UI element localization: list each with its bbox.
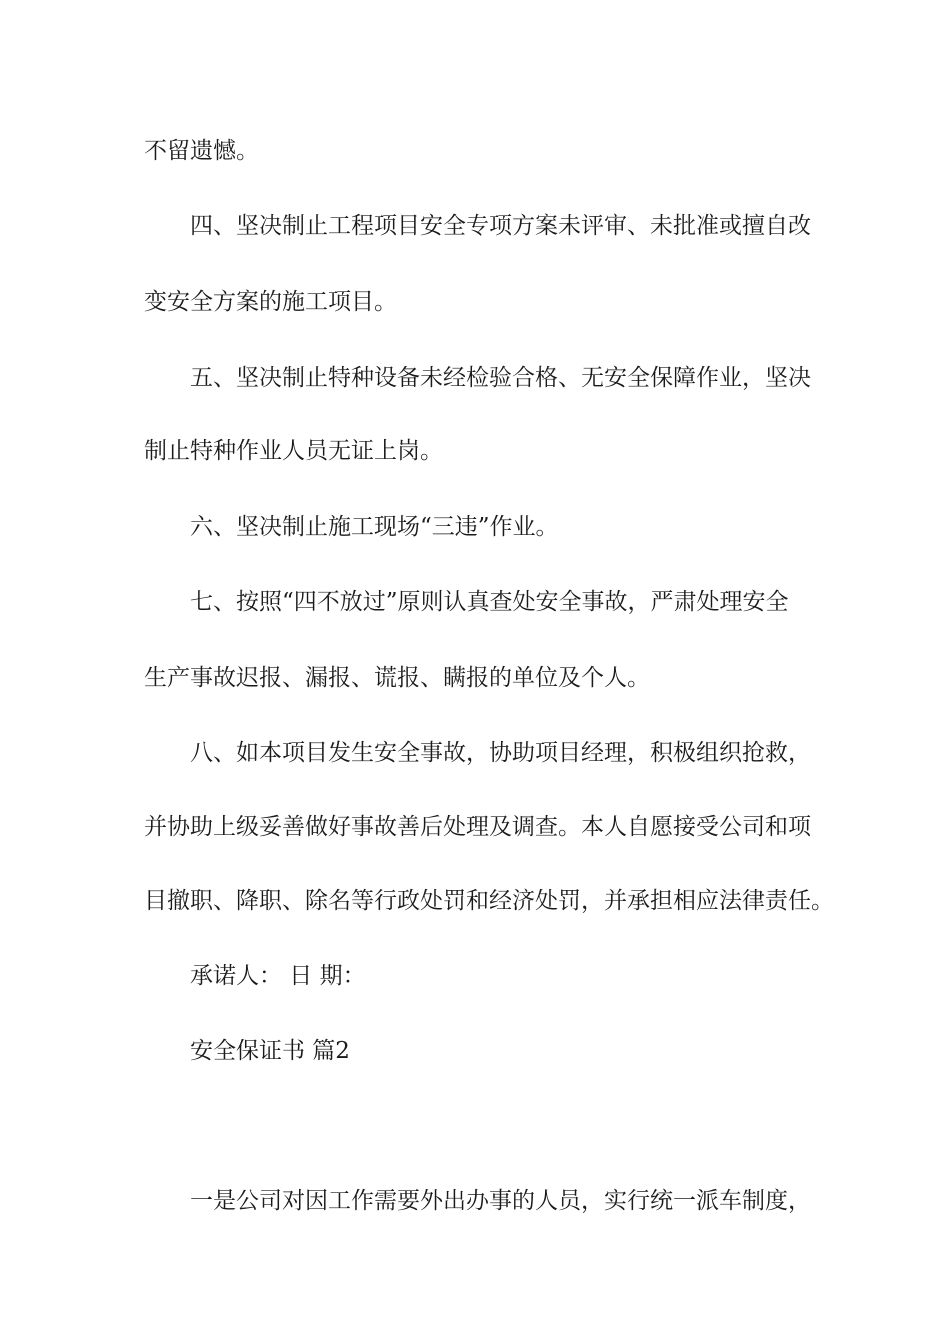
paragraph-line: 六、坚决制止施工现场“三违”作业。: [190, 514, 559, 540]
paragraph-line: 一是公司对因工作需要外出办事的人员，实行统一派车制度，: [190, 1188, 811, 1214]
paragraph-line: 并协助上级妥善做好事故善后处理及调查。本人自愿接受公司和项: [144, 814, 811, 840]
paragraph-line: 生产事故迟报、漏报、谎报、瞒报的单位及个人。: [144, 665, 650, 691]
paragraph-line: 七、按照“四不放过”原则认真查处安全事故，严肃处理安全: [190, 589, 789, 615]
paragraph-line: 四、坚决制止工程项目安全专项方案未评审、未批准或擅自改: [190, 213, 811, 239]
paragraph-line: 目撤职、降职、除名等行政处罚和经济处罚，并承担相应法律责任。: [144, 888, 834, 914]
signature-line: 承诺人： 日 期：: [190, 963, 366, 989]
paragraph-line: 五、坚决制止特种设备未经检验合格、无安全保障作业，坚决: [190, 365, 811, 391]
paragraph-line: 制止特种作业人员无证上岗。: [144, 438, 443, 464]
paragraph-line: 变安全方案的施工项目。: [144, 289, 397, 315]
paragraph-line: 不留遗憾。: [144, 138, 259, 164]
paragraph-line: 八、如本项目发生安全事故，协助项目经理，积极组织抢救，: [190, 740, 811, 766]
section-heading: 安全保证书 篇2: [190, 1038, 350, 1064]
